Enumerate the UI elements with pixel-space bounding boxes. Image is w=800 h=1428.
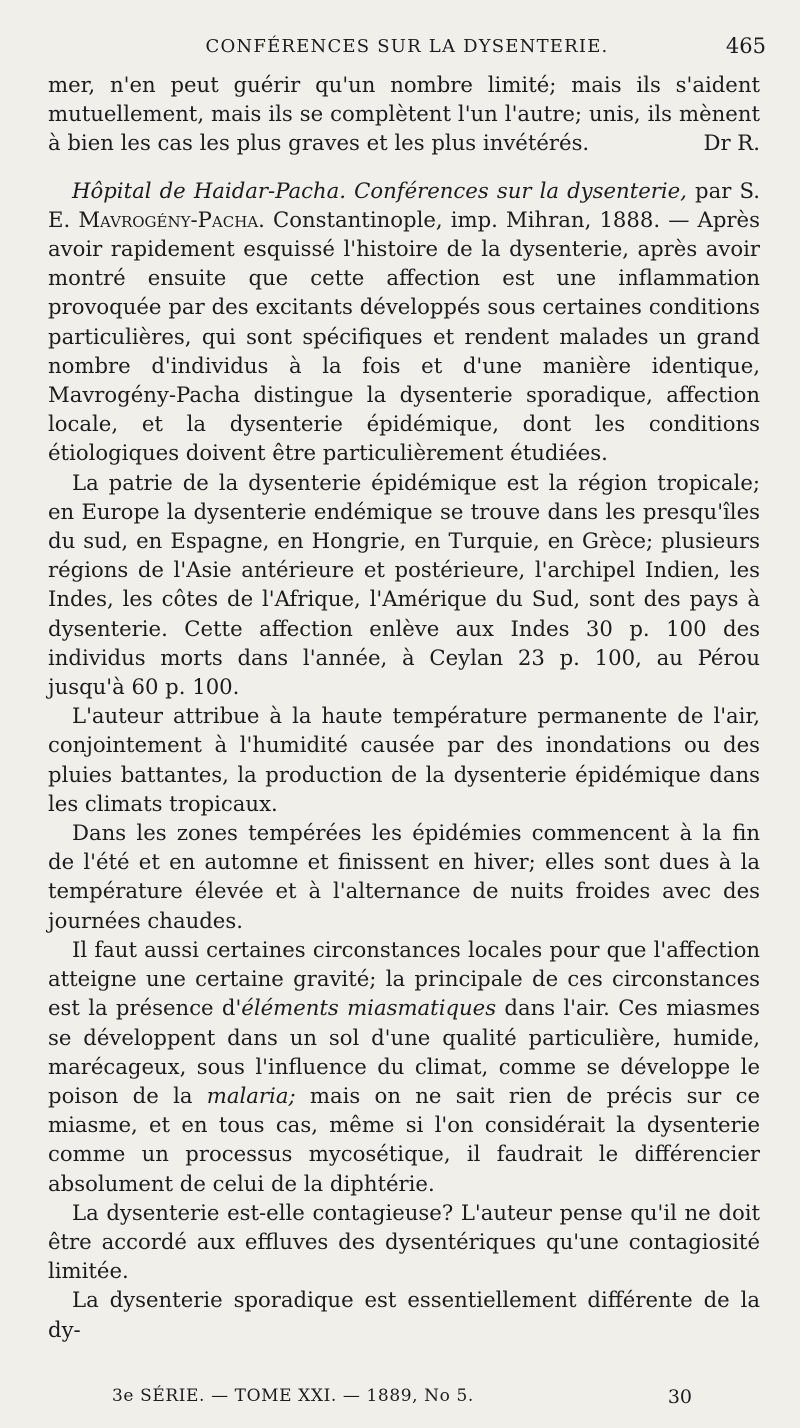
page-header — [48, 34, 766, 64]
page-number: 465 — [725, 34, 766, 58]
paragraph-geography: La patrie de la dysenterie épidémique est la région tropicale; en Europe la dysenterie endémique se trouve dans les presqu'îles du sud, en Espagne, en Hongrie, en Turquie, en Grèce; plusieurs régions de l'Asie antérieure et postérieure, l'archipel Indien, les Indes, les côtes de l'Afrique, l'Amérique du Sud, sont des pays à dysenterie. Cette affection enlève aux Indes 30 p. 100 des individus morts dans l'année, à Ceylan 23 p. 100, au Pérou jusqu'à 60 p. 100. — [48, 469, 760, 700]
continuation-paragraph — [48, 70, 760, 158]
paragraph-local-circumstances — [48, 935, 760, 1198]
running-title: CONFÉRENCES SUR LA DYSENTERIE. — [205, 36, 609, 57]
review-title: Hôpital de Haidar-Pacha. Conférences sur la dysenterie, — [72, 177, 687, 203]
paragraph-temperate-zones: Dans les zones tempérées les épidémies commencent à la fin de l'été et en automne et finissent en hiver; elles sont dues à la température élevée et à l'alternance de nuits froides avec des journées chaudes. — [48, 820, 760, 933]
review-by: par S. E. — [48, 177, 760, 232]
review-paragraph — [48, 176, 760, 468]
review-text: Constantinople, imp. Mihran, 1888. — Après avoir rapidement esquissé l'histoire de la dysenterie, après avoir montré ensuite que cette affection est une inflammation provoquée par des excitants développés sous certaines conditions particulières, qui sont spécifiques et rendent malades un grand nombre d'individus à la fois et d'une manière identique, Mavrogény-Pacha distingue la dysenterie sporadique, affection locale, et la dysenterie épidémique, dont les conditions étiologiques doivent être particulièrement étudiées. — [48, 206, 760, 466]
p4-text-a: Il faut aussi certaines circonstances locales pour que l'affection atteigne une certaine gravité; la principale de ces circonstances est la présence d' — [48, 936, 760, 1021]
signature: Dr R. — [703, 130, 760, 156]
paragraph-sporadic: La dysenterie sporadique est essentiellement différente de la dy- — [48, 1287, 760, 1342]
p4-emphasis-malaria: malaria; — [206, 1082, 296, 1108]
continuation-text: mer, n'en peut guérir qu'un nombre limité; mais ils s'aident mutuellement, mais ils se complètent l'un l'autre; unis, ils mènent à bien les cas les plus graves et les plus invétérés. — [48, 72, 760, 156]
p4-emphasis-miasmatic: éléments miasmatiques — [241, 995, 497, 1021]
paragraph-temperature: L'auteur attribue à la haute température permanente de l'air, conjointement à l'humidité causée par des inondations ou des pluies battantes, la production de la dysenterie épidémique dans les climats tropicaux. — [48, 703, 760, 816]
review-author: Mavrogény-Pacha. — [78, 206, 265, 232]
page-footer — [48, 1386, 760, 1416]
paragraph-contagion: La dysenterie est-elle contagieuse? L'auteur pense qu'il ne doit être accordé aux effluves des dysentériques qu'une contagiosité limitée. — [48, 1199, 760, 1284]
body-text — [48, 70, 760, 1344]
p4-text-b: dans l'air. Ces miasmes se développent dans un sol d'une qualité particulière, humide, marécageux, sous l'influence du climat, comme se développe le poison de la — [48, 995, 760, 1108]
p4-text-c: mais on ne sait rien de précis sur ce miasme, et en tous cas, même si l'on considérait la dysenterie comme un processus mycosétique, il faudrait le différencier absolument de celui de la diphtérie. — [48, 1082, 760, 1196]
series-line: 3e SÉRIE. — TOME XXI. — 1889, No 5. — [112, 1386, 474, 1406]
signature-mark: 30 — [667, 1386, 692, 1408]
